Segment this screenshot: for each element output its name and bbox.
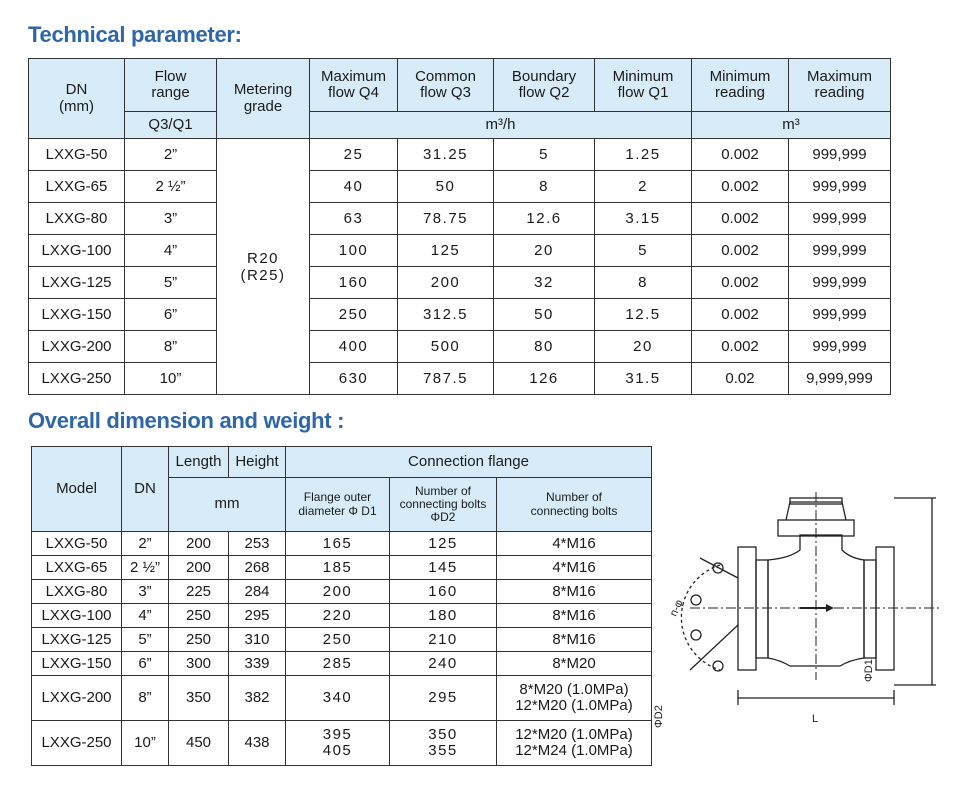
header-bolts: Number of connecting bolts	[497, 478, 652, 532]
table-row: LXXG-125 5” 250 310 250 210 8*M16	[32, 628, 652, 652]
header-q2: Boundary flow Q2	[494, 59, 595, 112]
header-flow-unit: m³/h	[310, 112, 692, 139]
table-row: LXXG-80 3” 63 78.75 12.6 3.15 0.002 999,999	[29, 203, 891, 235]
technical-parameter-table	[28, 58, 891, 395]
header-height: Height	[229, 447, 286, 478]
header-flow-sub: Q3/Q1	[125, 112, 217, 139]
table-row: LXXG-80 3” 225 284 200 160 8*M16	[32, 580, 652, 604]
header-max-reading: Maximum reading	[789, 59, 891, 112]
header-metering-grade: Metering grade	[217, 59, 310, 139]
label-n: n-φ	[667, 597, 686, 619]
table-row: LXXG-250 10” 450 438 395 405 350 355 12*M20 (1.0MPa) 12*M24 (1.0MPa)	[32, 721, 652, 766]
table-row: LXXG-50 2” R20 (R25) 25 31.25 5 1.25 0.002 999,999	[29, 139, 891, 171]
header-length: Length	[169, 447, 229, 478]
technical-parameter-heading: Technical parameter:	[28, 22, 242, 47]
header-q3: Common flow Q3	[398, 59, 494, 112]
header-dn: DN	[122, 447, 169, 532]
header-q1: Minimum flow Q1	[595, 59, 692, 112]
table-row: LXXG-150 6” 250 312.5 50 12.5 0.002 999,999	[29, 299, 891, 331]
header-dn: DN (mm)	[29, 59, 125, 139]
table-row: LXXG-65 2 ½” 200 268 185 145 4*M16	[32, 556, 652, 580]
overall-dimension-heading: Overall dimension and weight :	[28, 408, 345, 433]
header-d1: Flange outer diameter Φ D1	[286, 478, 390, 532]
table-row: LXXG-200 8” 350 382 340 295 8*M20 (1.0MPa) 12*M20 (1.0MPa)	[32, 676, 652, 721]
header-min-reading: Minimum reading	[692, 59, 789, 112]
table-row: LXXG-100 4” 100 125 20 5 0.002 999,999	[29, 235, 891, 267]
metering-grade-cell: R20 (R25)	[217, 139, 310, 395]
header-q4: Maximum flow Q4	[310, 59, 398, 112]
bolt-circle	[681, 565, 720, 670]
label-l: L	[812, 713, 819, 725]
header-model: Model	[32, 447, 122, 532]
table-row: LXXG-125 5” 160 200 32 8 0.002 999,999	[29, 267, 891, 299]
label-d2: ΦD2	[653, 705, 665, 728]
water-meter-drawing	[650, 490, 950, 750]
table-row: LXXG-200 8” 400 500 80 20 0.002 999,999	[29, 331, 891, 363]
header-d2: Number of connecting bolts ΦD2	[390, 478, 497, 532]
table-row: LXXG-65 2 ½” 40 50 8 2 0.002 999,999	[29, 171, 891, 203]
header-connection-flange: Connection flange	[286, 447, 652, 478]
table-row: LXXG-100 4” 250 295 220 180 8*M16	[32, 604, 652, 628]
table-row: LXXG-150 6” 300 339 285 240 8*M20	[32, 652, 652, 676]
header-flow-range: Flow range	[125, 59, 217, 112]
header-mm: mm	[169, 478, 286, 532]
table-row: LXXG-50 2” 200 253 165 125 4*M16	[32, 532, 652, 556]
table-row: LXXG-250 10” 630 787.5 126 31.5 0.02 9,999,999	[29, 363, 891, 395]
dimension-table	[31, 446, 652, 766]
header-reading-unit: m³	[692, 112, 891, 139]
label-d1: ΦD1	[863, 659, 875, 682]
